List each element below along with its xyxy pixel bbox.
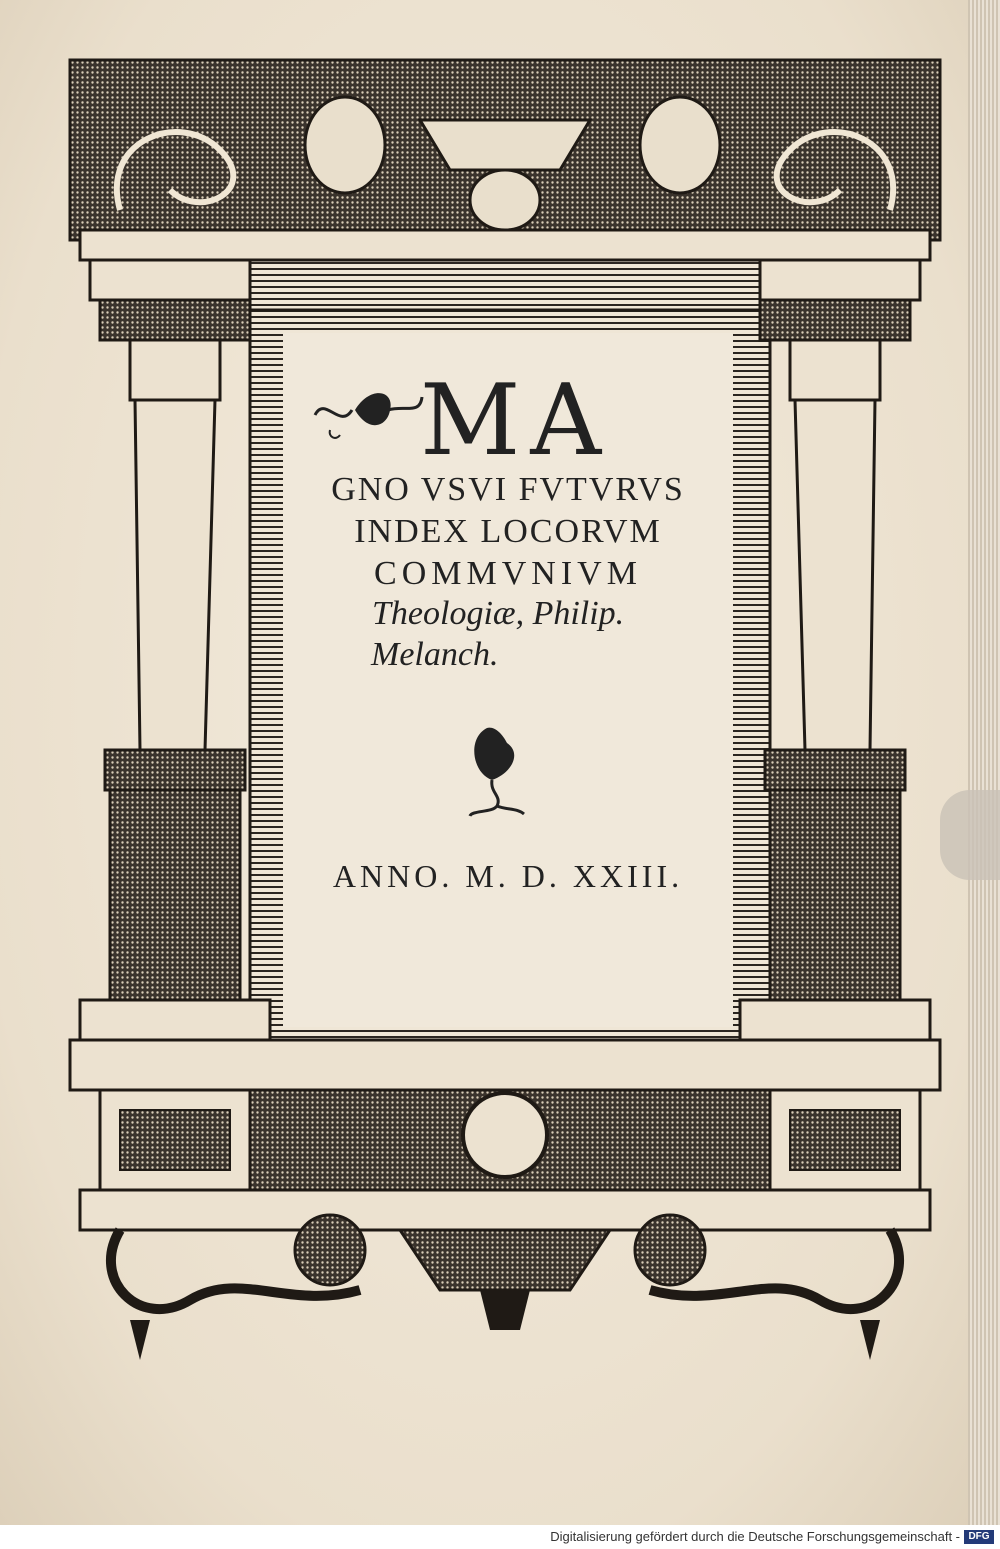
title-line-5: Melanch.	[371, 636, 499, 673]
footer-bar	[0, 1525, 1000, 1549]
publication-date: ANNO. M. D. XXIII.	[332, 858, 684, 894]
page-edges	[968, 0, 1000, 1525]
leaf-fleuron-icon	[310, 385, 425, 445]
fleuron-icon	[462, 718, 532, 818]
title-line-4: Theologiæ, Philip.	[372, 595, 625, 632]
funding-credit: Digitalisierung gefördert durch die Deutsche Forschungsgemeinschaft -	[550, 1529, 960, 1544]
dfg-logo: DFG	[964, 1530, 994, 1544]
title-line-1: GNO VSVI FVTVRVS	[331, 471, 685, 508]
title-heading-large: MA	[420, 364, 612, 478]
title-line-2: INDEX LOCORVM	[354, 513, 662, 550]
title-line-3: COMMVNIVM	[374, 555, 642, 592]
